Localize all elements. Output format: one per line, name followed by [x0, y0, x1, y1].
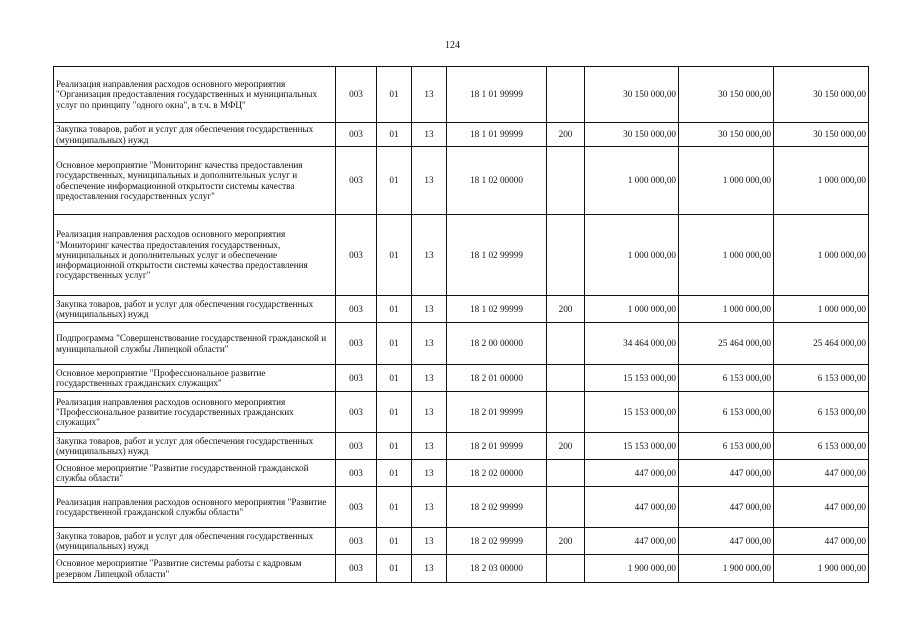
section-code: 01 [377, 123, 412, 147]
section-code: 01 [377, 392, 412, 433]
expense-type-code [547, 215, 585, 296]
amount-year-2: 6 153 000,00 [679, 392, 774, 433]
grbs-code: 003 [336, 67, 377, 123]
subsection-code: 13 [412, 433, 447, 460]
row-name: Закупка товаров, работ и услуг для обеспечения государственных (муниципальных) нужд [54, 433, 336, 460]
amount-year-2: 6 153 000,00 [679, 365, 774, 392]
amount-year-2: 447 000,00 [679, 487, 774, 528]
amount-year-3: 1 000 000,00 [774, 296, 869, 323]
amount-year-1: 447 000,00 [585, 528, 679, 555]
amount-year-1: 1 000 000,00 [585, 215, 679, 296]
section-code: 01 [377, 555, 412, 583]
table-row [54, 123, 869, 147]
amount-year-3: 1 000 000,00 [774, 147, 869, 215]
table-row [54, 528, 869, 555]
section-code: 01 [377, 67, 412, 123]
table-row [54, 67, 869, 123]
row-name: Реализация направления расходов основного мероприятия "Организация предоставления государственных и муниципальных услуг по принципу "одного окна", в т.ч. в МФЦ" [54, 67, 336, 123]
expense-type-code [547, 392, 585, 433]
subsection-code: 13 [412, 67, 447, 123]
amount-year-3: 30 150 000,00 [774, 123, 869, 147]
row-name: Реализация направления расходов основного мероприятия "Профессиональное развитие государственных гражданских служащих" [54, 392, 336, 433]
amount-year-1: 1 000 000,00 [585, 147, 679, 215]
amount-year-3: 6 153 000,00 [774, 392, 869, 433]
row-name: Реализация направления расходов основного мероприятия "Мониторинг качества предоставления государственных, муниципальных и дополнительных услуг и обеспечение информационной открытости системы качества предоставления государственных услуг" [54, 215, 336, 296]
amount-year-2: 1 000 000,00 [679, 215, 774, 296]
row-name: Закупка товаров, работ и услуг для обеспечения государственных (муниципальных) нужд [54, 528, 336, 555]
table-row [54, 392, 869, 433]
target-article-code: 18 2 02 99999 [447, 487, 547, 528]
amount-year-2: 447 000,00 [679, 528, 774, 555]
row-name: Основное мероприятие "Мониторинг качества предоставления государственных, муниципальных и дополнительных услуг и обеспечение информационной открытости системы качества предоставления государственных услуг" [54, 147, 336, 215]
amount-year-1: 15 153 000,00 [585, 392, 679, 433]
amount-year-2: 30 150 000,00 [679, 67, 774, 123]
amount-year-1: 1 900 000,00 [585, 555, 679, 583]
subsection-code: 13 [412, 365, 447, 392]
table-row [54, 433, 869, 460]
subsection-code: 13 [412, 460, 447, 487]
subsection-code: 13 [412, 555, 447, 583]
target-article-code: 18 1 02 00000 [447, 147, 547, 215]
amount-year-2: 447 000,00 [679, 460, 774, 487]
expense-type-code [547, 323, 585, 365]
amount-year-3: 6 153 000,00 [774, 433, 869, 460]
amount-year-3: 25 464 000,00 [774, 323, 869, 365]
amount-year-3: 447 000,00 [774, 460, 869, 487]
table-row [54, 215, 869, 296]
section-code: 01 [377, 528, 412, 555]
target-article-code: 18 1 02 99999 [447, 215, 547, 296]
expense-type-code: 200 [547, 433, 585, 460]
section-code: 01 [377, 147, 412, 215]
grbs-code: 003 [336, 323, 377, 365]
target-article-code: 18 2 00 00000 [447, 323, 547, 365]
expense-type-code [547, 147, 585, 215]
page-number: 124 [445, 40, 460, 51]
amount-year-3: 447 000,00 [774, 528, 869, 555]
amount-year-2: 1 000 000,00 [679, 147, 774, 215]
subsection-code: 13 [412, 487, 447, 528]
amount-year-1: 447 000,00 [585, 460, 679, 487]
subsection-code: 13 [412, 215, 447, 296]
amount-year-1: 30 150 000,00 [585, 67, 679, 123]
target-article-code: 18 2 03 00000 [447, 555, 547, 583]
amount-year-2: 30 150 000,00 [679, 123, 774, 147]
amount-year-3: 1 000 000,00 [774, 215, 869, 296]
amount-year-2: 25 464 000,00 [679, 323, 774, 365]
amount-year-1: 34 464 000,00 [585, 323, 679, 365]
expense-type-code: 200 [547, 528, 585, 555]
amount-year-1: 447 000,00 [585, 487, 679, 528]
subsection-code: 13 [412, 528, 447, 555]
section-code: 01 [377, 460, 412, 487]
amount-year-3: 30 150 000,00 [774, 67, 869, 123]
row-name: Основное мероприятие "Развитие государственной гражданской службы области" [54, 460, 336, 487]
amount-year-3: 1 900 000,00 [774, 555, 869, 583]
target-article-code: 18 2 02 99999 [447, 528, 547, 555]
amount-year-2: 6 153 000,00 [679, 433, 774, 460]
row-name: Основное мероприятие "Профессиональное развитие государственных гражданских служащих" [54, 365, 336, 392]
grbs-code: 003 [336, 215, 377, 296]
grbs-code: 003 [336, 460, 377, 487]
section-code: 01 [377, 433, 412, 460]
grbs-code: 003 [336, 147, 377, 215]
amount-year-1: 15 153 000,00 [585, 433, 679, 460]
grbs-code: 003 [336, 528, 377, 555]
target-article-code: 18 2 01 99999 [447, 392, 547, 433]
table-row [54, 296, 869, 323]
grbs-code: 003 [336, 555, 377, 583]
amount-year-1: 15 153 000,00 [585, 365, 679, 392]
amount-year-3: 6 153 000,00 [774, 365, 869, 392]
amount-year-2: 1 900 000,00 [679, 555, 774, 583]
table-row [54, 147, 869, 215]
grbs-code: 003 [336, 296, 377, 323]
row-name: Закупка товаров, работ и услуг для обеспечения государственных (муниципальных) нужд [54, 296, 336, 323]
table-row [54, 555, 869, 583]
grbs-code: 003 [336, 433, 377, 460]
subsection-code: 13 [412, 296, 447, 323]
subsection-code: 13 [412, 392, 447, 433]
section-code: 01 [377, 296, 412, 323]
target-article-code: 18 2 01 99999 [447, 433, 547, 460]
expense-type-code [547, 487, 585, 528]
grbs-code: 003 [336, 123, 377, 147]
target-article-code: 18 1 02 99999 [447, 296, 547, 323]
section-code: 01 [377, 215, 412, 296]
expense-type-code [547, 67, 585, 123]
subsection-code: 13 [412, 123, 447, 147]
amount-year-1: 30 150 000,00 [585, 123, 679, 147]
budget-table [53, 66, 869, 583]
section-code: 01 [377, 487, 412, 528]
table-row [54, 365, 869, 392]
amount-year-1: 1 000 000,00 [585, 296, 679, 323]
target-article-code: 18 2 02 00000 [447, 460, 547, 487]
target-article-code: 18 1 01 99999 [447, 67, 547, 123]
grbs-code: 003 [336, 487, 377, 528]
target-article-code: 18 1 01 99999 [447, 123, 547, 147]
row-name: Основное мероприятие "Развитие системы работы с кадровым резервом Липецкой области" [54, 555, 336, 583]
subsection-code: 13 [412, 323, 447, 365]
row-name: Реализация направления расходов основного мероприятия "Развитие государственной гражданской службы области" [54, 487, 336, 528]
amount-year-3: 447 000,00 [774, 487, 869, 528]
table-row [54, 460, 869, 487]
table-row [54, 487, 869, 528]
grbs-code: 003 [336, 365, 377, 392]
amount-year-2: 1 000 000,00 [679, 296, 774, 323]
table-row [54, 323, 869, 365]
expense-type-code: 200 [547, 296, 585, 323]
row-name: Закупка товаров, работ и услуг для обеспечения государственных (муниципальных) нужд [54, 123, 336, 147]
expense-type-code [547, 460, 585, 487]
expense-type-code: 200 [547, 123, 585, 147]
expense-type-code [547, 555, 585, 583]
section-code: 01 [377, 365, 412, 392]
row-name: Подпрограмма "Совершенствование государственной гражданской и муниципальной службы Липецкой области" [54, 323, 336, 365]
section-code: 01 [377, 323, 412, 365]
expense-type-code [547, 365, 585, 392]
subsection-code: 13 [412, 147, 447, 215]
target-article-code: 18 2 01 00000 [447, 365, 547, 392]
grbs-code: 003 [336, 392, 377, 433]
